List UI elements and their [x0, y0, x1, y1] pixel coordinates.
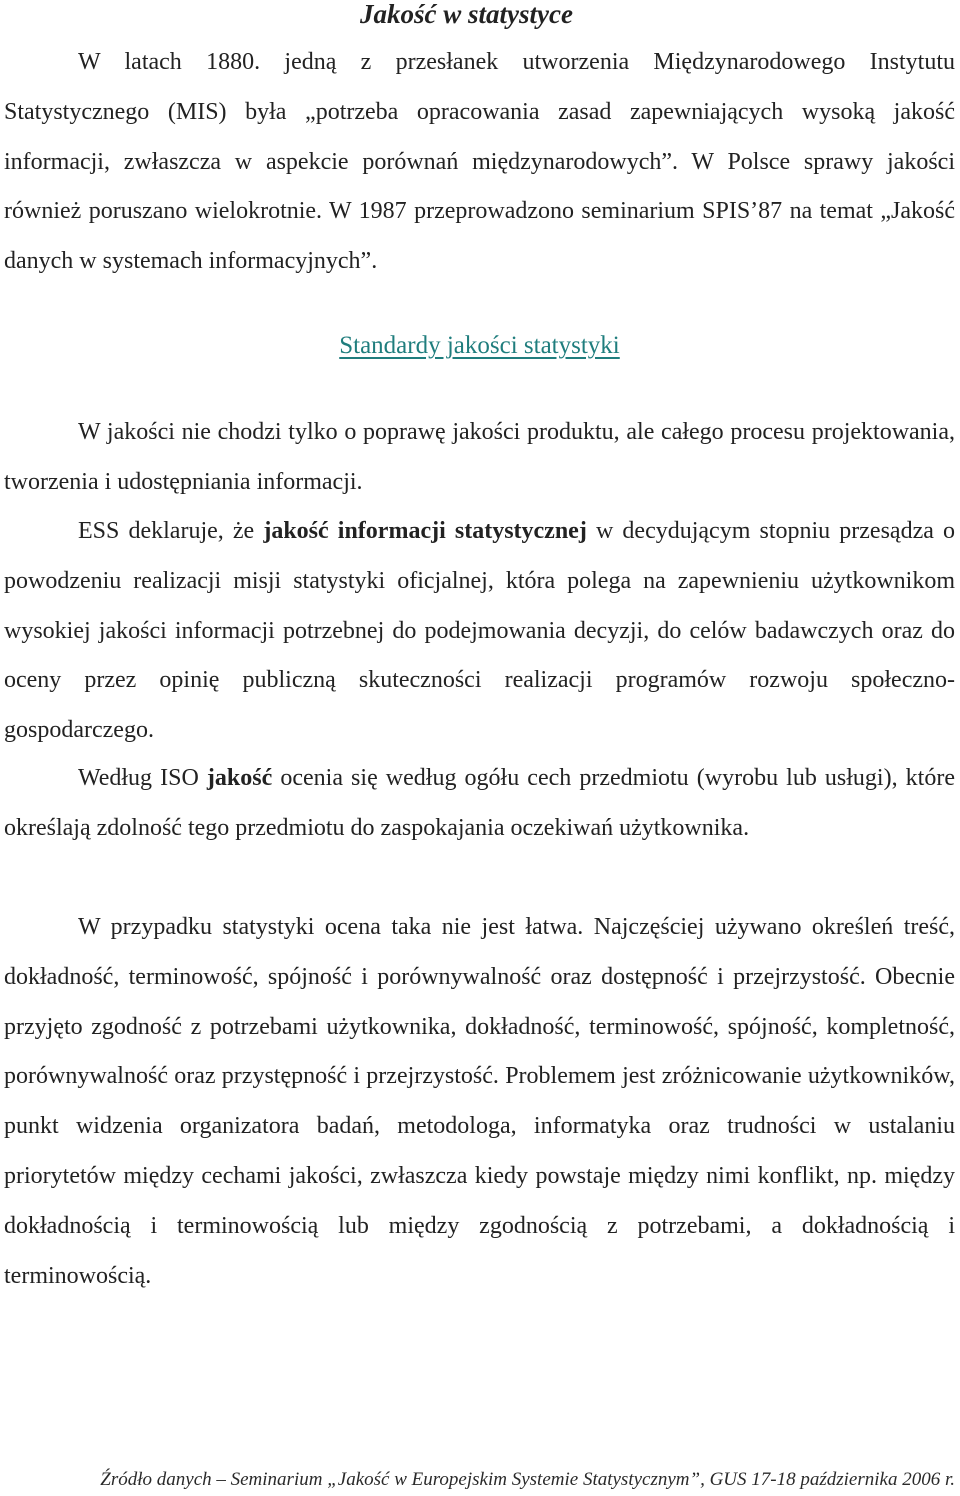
paragraph-iso-text-start: Według ISO	[78, 765, 207, 791]
paragraph-ess-text-end: w decydującym stopniu przesądza o powodzeniu realizacji misji statystyki oficjalnej, która polega na zapewnieniu użytkownikom wysokiej jakości informacji potrzebnej do podejmowania decyzji, do celów badawczych oraz do oceny przez opinię publiczną skuteczności realizacji programów rozwoju społeczno-gospodarczego.	[4, 518, 955, 744]
paragraph-ess-text-start: ESS deklaruje, że	[78, 518, 264, 544]
document-page	[4, 0, 955, 1496]
paragraph-ess-declaration	[4, 507, 955, 756]
paragraph-process: W jakości nie chodzi tylko o poprawę jakości produktu, ale całego procesu projektowania, tworzenia i udostępniania informacji.	[4, 419, 955, 495]
paragraph-history: W latach 1880. jedną z przesłanek utworzenia Międzynarodowego Instytutu Statystycznego (MIS) była „potrzeba opracowania zasad zapewniających wysoką jakość informacji, zwłaszcza w aspekcie porównań międzynarodowych”. W Polsce sprawy jakości również poruszano wielokrotnie. W 1987 przeprowadzono seminarium SPIS’87 na temat „Jakość danych w systemach informacyjnych”.	[4, 49, 955, 275]
emphasis-statistical-information-quality: jakość informacji statystycznej	[263, 518, 587, 544]
source-footer: Źródło danych – Seminarium „Jakość w Europejskim Systemie Statystycznym”, GUS 17-18 października 2006 r.	[100, 1469, 955, 1490]
emphasis-quality: jakość	[206, 765, 273, 791]
paragraph-iso-text-end: ocenia się według ogółu cech przedmiotu (wyrobu lub usługi), które określają zdolność tego przedmiotu do zaspokajania oczekiwań użytkownika.	[4, 765, 955, 841]
paragraph-iso-definition	[4, 754, 955, 854]
document-title: Jakość w statystyce	[360, 0, 573, 29]
paragraph-statistics-assessment: W przypadku statystyki ocena taka nie jest łatwa. Najczęściej używano określeń treść, dokładność, terminowość, spójność i porównywalność oraz dostępność i przejrzystość. Obecnie przyjęto zgodność z potrzebami użytkownika, dokładność, terminowość, spójność, kompletność, porównywalność oraz przystępność i przejrzystość. Problemem jest zróżnicowanie użytkowników, punkt widzenia organizatora badań, metodologa, informatyka oraz trudności w ustalaniu priorytetów między cechami jakości, zwłaszcza kiedy powstaje między nimi konflikt, np. między dokładnością i terminowością lub między zgodnością z potrzebami, a dokładnością i terminowością.	[4, 914, 955, 1289]
section-heading-quality-standards[interactable]: Standardy jakości statystyki	[339, 332, 620, 359]
